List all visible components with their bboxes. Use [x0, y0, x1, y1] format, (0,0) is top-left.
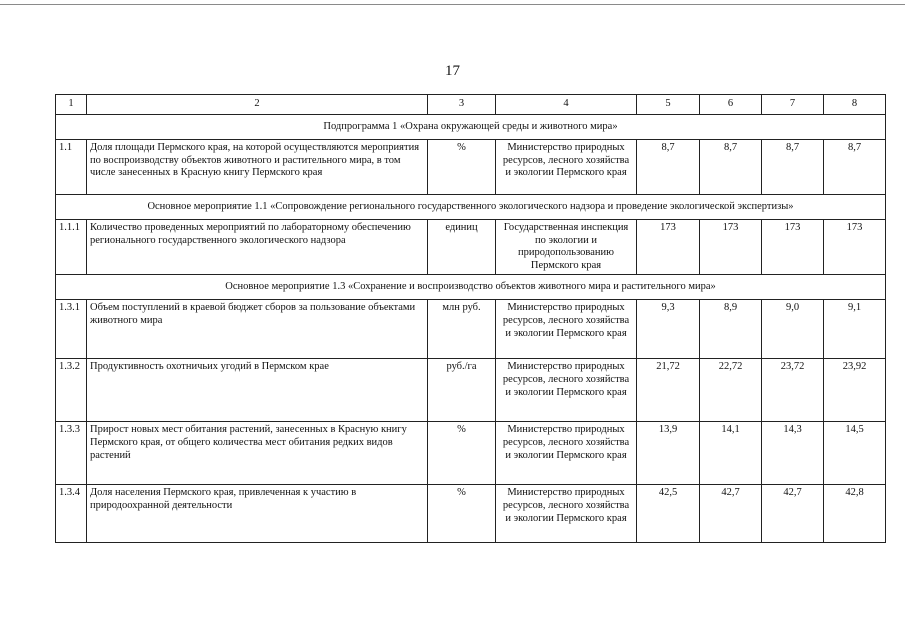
- value-col-8: 8,7: [824, 140, 886, 195]
- indicator-name: Прирост новых мест обитания растений, занесенных в Красную книгу Пермского края, от общего количества мест обитания редких видов растений: [87, 422, 428, 485]
- indicator-number: 1.3.3: [56, 422, 87, 485]
- value-col-8: 9,1: [824, 300, 886, 359]
- indicator-name: Доля населения Пермского края, привлеченная к участию в природоохранной деятельности: [87, 485, 428, 543]
- top-rule: [0, 4, 905, 5]
- value-col-6: 173: [700, 220, 762, 275]
- value-col-8: 23,92: [824, 359, 886, 422]
- unit-of-measure: %: [428, 422, 496, 485]
- section-title: Основное мероприятие 1.3 «Сохранение и воспроизводство объектов животного мира и растительного мира»: [56, 275, 886, 300]
- unit-of-measure: %: [428, 140, 496, 195]
- table-row: [56, 300, 886, 359]
- responsible-organization: Министерство природных ресурсов, лесного хозяйства и экологии Пермского края: [496, 359, 637, 422]
- column-header: 2: [87, 95, 428, 115]
- column-header: 1: [56, 95, 87, 115]
- table-row: [56, 422, 886, 485]
- unit-of-measure: единиц: [428, 220, 496, 275]
- responsible-organization: Министерство природных ресурсов, лесного хозяйства и экологии Пермского края: [496, 140, 637, 195]
- value-col-8: 173: [824, 220, 886, 275]
- column-number-row: [56, 95, 886, 115]
- column-header: 5: [637, 95, 700, 115]
- unit-of-measure: руб./га: [428, 359, 496, 422]
- responsible-organization: Министерство природных ресурсов, лесного хозяйства и экологии Пермского края: [496, 300, 637, 359]
- value-col-8: 42,8: [824, 485, 886, 543]
- indicator-number: 1.1.1: [56, 220, 87, 275]
- section-row: [56, 275, 886, 300]
- responsible-organization: Министерство природных ресурсов, лесного хозяйства и экологии Пермского края: [496, 485, 637, 543]
- subprogram-row: [56, 115, 886, 140]
- value-col-5: 42,5: [637, 485, 700, 543]
- subprogram-title: Подпрограмма 1 «Охрана окружающей среды и животного мира»: [56, 115, 886, 140]
- value-col-7: 8,7: [762, 140, 824, 195]
- column-header: 7: [762, 95, 824, 115]
- column-header: 3: [428, 95, 496, 115]
- unit-of-measure: млн руб.: [428, 300, 496, 359]
- table-row: [56, 220, 886, 275]
- table-row: [56, 359, 886, 422]
- table-row: [56, 485, 886, 543]
- value-col-6: 14,1: [700, 422, 762, 485]
- value-col-5: 9,3: [637, 300, 700, 359]
- value-col-5: 8,7: [637, 140, 700, 195]
- unit-of-measure: %: [428, 485, 496, 543]
- indicator-name: Продуктивность охотничьих угодий в Пермском крае: [87, 359, 428, 422]
- value-col-7: 9,0: [762, 300, 824, 359]
- column-header: 4: [496, 95, 637, 115]
- indicators-table: [55, 94, 886, 543]
- indicator-name: Объем поступлений в краевой бюджет сборов за пользование объектами животного мира: [87, 300, 428, 359]
- section-title: Основное мероприятие 1.1 «Сопровождение регионального государственного экологического надзора и проведение экологической экспертизы»: [56, 195, 886, 220]
- value-col-7: 42,7: [762, 485, 824, 543]
- indicator-number: 1.3.1: [56, 300, 87, 359]
- responsible-organization: Министерство природных ресурсов, лесного хозяйства и экологии Пермского края: [496, 422, 637, 485]
- column-header: 8: [824, 95, 886, 115]
- indicator-number: 1.3.4: [56, 485, 87, 543]
- value-col-5: 173: [637, 220, 700, 275]
- value-col-6: 22,72: [700, 359, 762, 422]
- value-col-7: 23,72: [762, 359, 824, 422]
- value-col-6: 42,7: [700, 485, 762, 543]
- value-col-6: 8,7: [700, 140, 762, 195]
- indicator-number: 1.3.2: [56, 359, 87, 422]
- responsible-organization: Государственная инспекция по экологии и природопользованию Пермского края: [496, 220, 637, 275]
- value-col-6: 8,9: [700, 300, 762, 359]
- value-col-8: 14,5: [824, 422, 886, 485]
- indicator-name: Доля площади Пермского края, на которой осуществляются мероприятия по воспроизводству объектов животного и растительного мира, в том числе занесенных в Красную книгу Пермского края: [87, 140, 428, 195]
- column-header: 6: [700, 95, 762, 115]
- value-col-7: 14,3: [762, 422, 824, 485]
- value-col-5: 21,72: [637, 359, 700, 422]
- value-col-7: 173: [762, 220, 824, 275]
- indicator-name: Количество проведенных мероприятий по лабораторному обеспечению регионального государственного экологического надзора: [87, 220, 428, 275]
- value-col-5: 13,9: [637, 422, 700, 485]
- section-row: [56, 195, 886, 220]
- indicator-number: 1.1: [56, 140, 87, 195]
- page-number: 17: [445, 63, 460, 79]
- table-body: [56, 95, 886, 543]
- table-row: [56, 140, 886, 195]
